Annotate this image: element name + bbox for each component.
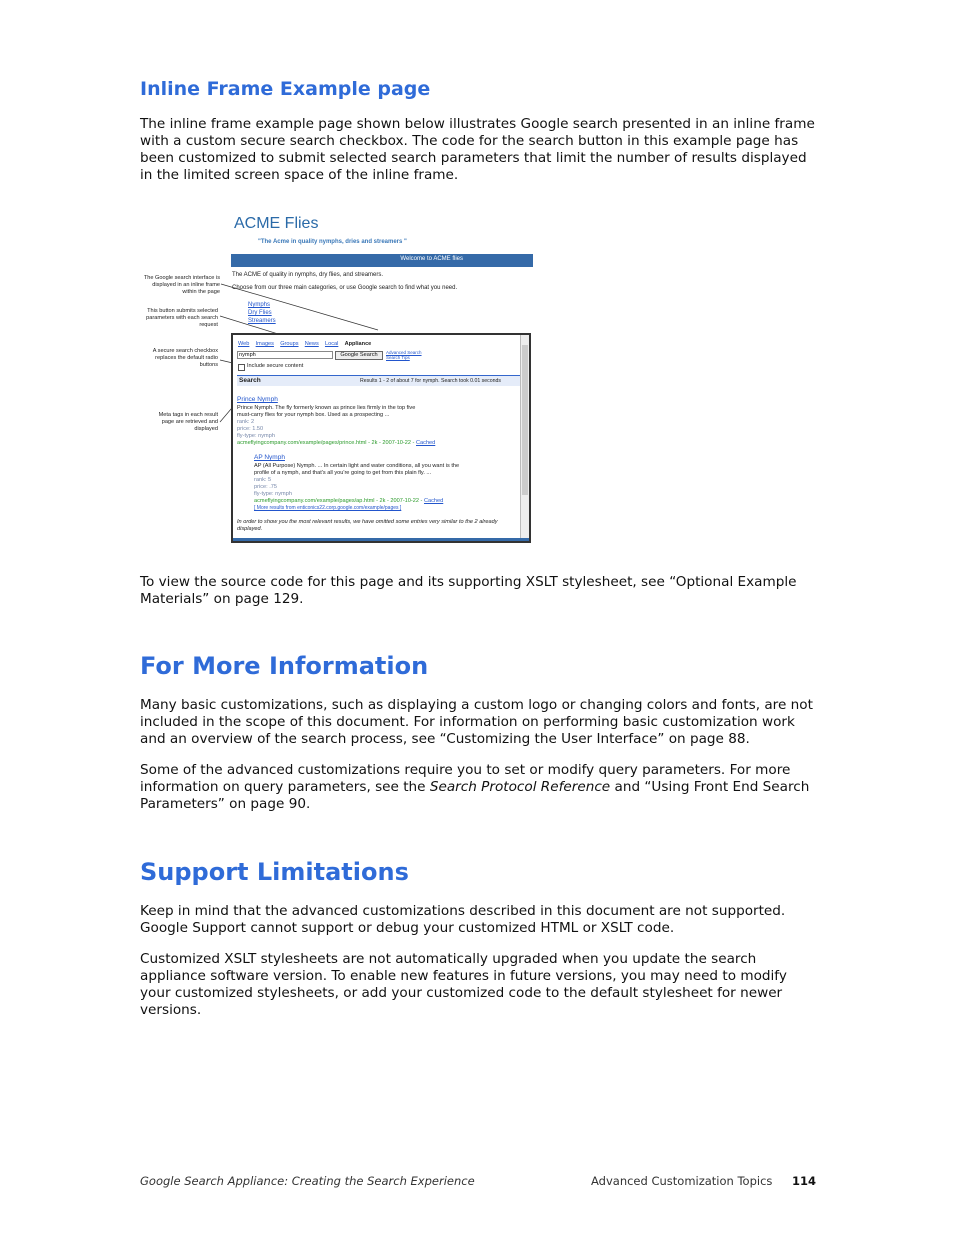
more-results-link[interactable]: [ More results from enticonics22.corp.google.com/example/pages ] [254,505,402,511]
intro-line-2: Choose from our three main categories, or use Google search to find what you need. [232,285,458,291]
search-protocol-reference: Search Protocol Reference [429,779,611,795]
result-1-snippet-2: must-carry flies for your nymph box. Used as a prospecting ... [237,412,390,418]
result-2-meta-type: fly-type: nymph [254,491,292,497]
support-paragraph-1: Keep in mind that the advanced customizations described in this document are not supported. Google Support cannot support or debug your customized HTML or XSLT code. [140,903,786,936]
section-heading-inline-frame: Inline Frame Example page [140,78,431,100]
support-paragraph-2: Customized XSLT stylesheets are not automatically upgraded when you update the search appliance software version. To enable new features in future versions, you may need to modify your customized stylesheets, or add your customized code to the default stylesheet for newer versions. [140,951,787,1018]
result-2-url: acmeflyingcompany.com/example/pages/ap.html - 2k - 2007-10-22 - [254,498,423,504]
inline-frame-figure [140,212,540,547]
result-1-cached[interactable]: Cached [416,440,436,446]
annotation-secure-checkbox: A secure search checkbox replaces the default radio buttons [152,348,218,368]
result-2-cached[interactable]: Cached [423,498,444,504]
google-search-button[interactable]: Google Search [335,351,383,360]
source-code-paragraph: To view the source code for this page and its supporting XSLT stylesheet, see “Optional Example Materials” on page 129. [140,574,797,607]
nav-groups[interactable]: Groups [280,341,299,347]
annotation-inline-frame: The Google search interface is displayed in an inline frame within the page [143,275,220,295]
result-2-snippet-1: AP (All Purpose) Nymph. ... In certain light and water conditions, all you want is the [254,463,460,469]
result-2-snippet-2: profile of a nymph, and that's all you're going to get from this plain fly. ... [254,470,432,476]
result-2-meta-rank: rank: 5 [254,477,272,483]
nav-appliance: Appliance [344,341,372,347]
annotation-button: This button submits selected parameters with each search request [146,308,218,328]
more-info-p2-start: Some of the advanced customizations require you to set or modify query parameters. For more information on query parameters, see the [140,762,791,795]
more-info-p2-end: and “Using Front End Search Parameters” on page 90. [140,779,810,812]
nav-local[interactable]: Local [324,341,339,347]
result-1-title[interactable]: Prince Nymph [237,396,278,403]
inline-search-frame [231,333,531,543]
result-1-meta-price: price: 1.50 [237,426,264,432]
inline-frame-paragraph: The inline frame example page shown below illustrates Google search presented in an inline frame with a custom secure search checkbox. The code for the search button in this example page has been customized to submit selected search parameters that limit the number of results displayed in the limited screen space of the inline frame. [140,116,815,183]
result-1-url-line [237,440,435,447]
footer-section: Advanced Customization Topics [591,1174,773,1188]
search-input[interactable]: nymph [237,351,333,359]
nav-news[interactable]: News [304,341,319,347]
annotation-meta-tags: Meta tags in each result page are retrieved and displayed [158,412,218,432]
result-2-title[interactable]: AP Nymph [254,454,285,461]
result-2-meta-price: price: .75 [254,484,278,490]
category-link-dry-flies[interactable]: Dry Flies [248,310,272,316]
welcome-bar: Welcome to ACME flies [231,254,533,267]
search-label: Search [239,377,261,384]
result-1-url: acmeflyingcompany.com/example/pages/prince.html - 2k - 2007-10-22 - [237,440,415,446]
result-1-snippet-1: Prince Nymph. The fly formerly known as prince lies firmly in the top five [237,405,416,411]
category-link-nymphs[interactable]: Nymphs [248,302,271,308]
footer-doc-title: Google Search Appliance: Creating the Search Experience [140,1174,475,1188]
omitted-notice: In order to show you the most relevant results, we have omitted some entries very similar to the 2 already displayed. [237,519,498,532]
result-1-meta-type: fly-type: nymph [237,433,275,439]
intro-line-1: The ACME of quality in nymphs, dry flies, and streamers. [232,272,384,278]
secure-checkbox[interactable] [238,364,245,371]
section-heading-more-info: For More Information [140,652,429,680]
advanced-links [386,350,422,360]
acme-tagline: "The Acme in quality nymphs, dries and streamers " [258,239,407,245]
nav-images[interactable]: Images [255,341,274,347]
result-2-url-line [254,498,443,505]
search-tips-link[interactable]: Search Tips [386,355,410,360]
frame-nav [238,341,371,348]
more-info-paragraph-1: Many basic customizations, such as displaying a custom logo or changing colors and fonts, are not included in the scope of this document. For information on performing basic customization work and an overview of the search process, see “Customizing the User Interface” on page 88. [140,697,813,747]
advanced-search-link[interactable]: Advanced Search [386,350,422,355]
frame-bottom-rule [233,538,529,541]
frame-scrollbar-thumb[interactable] [522,345,528,495]
section-heading-support: Support Limitations [140,858,409,886]
nav-web[interactable]: Web [238,341,250,347]
result-1-meta-rank: rank: 2 [237,419,255,425]
acme-brand: ACME Flies [234,215,319,232]
category-link-streamers[interactable]: Streamers [248,318,276,324]
results-info: Results 1 - 2 of about 7 for nymph. Search took 0.01 seconds [360,378,502,384]
secure-label: Include secure content [247,363,304,369]
more-info-paragraph-2 [140,762,820,813]
footer-page-number: 114 [792,1174,817,1188]
